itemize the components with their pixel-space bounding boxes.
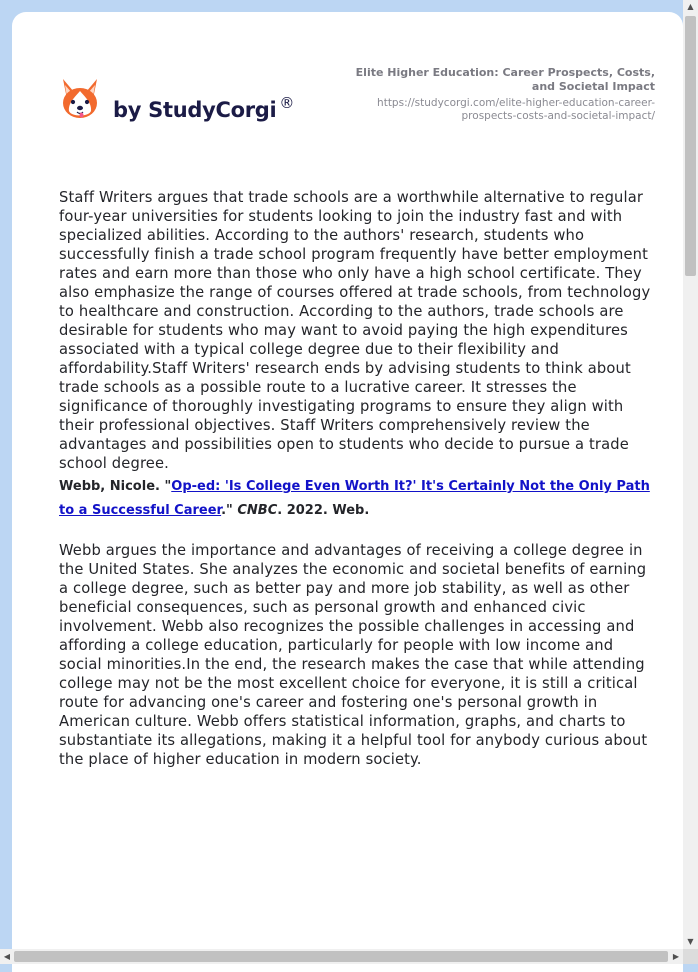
vertical-scroll-thumb[interactable] [685,16,696,276]
citation-publication: CNBC [237,503,278,518]
corgi-logo-icon [59,77,101,121]
scroll-left-icon[interactable]: ◀ [3,952,11,961]
citation-quote-close: ." [221,503,238,518]
horizontal-scroll-thumb[interactable] [14,951,668,962]
brand-name: by StudyCorgi ® [113,94,295,122]
document-header-meta [335,66,655,123]
citation-author: Webb, Nicole. " [59,479,172,494]
citation-link[interactable]: Op-ed: 'Is College Even Worth It?' It's Certainly Not the Only Path to a Successful Career [59,479,650,518]
document-page [12,12,683,972]
document-title: Elite Higher Education: Career Prospects, Costs, and Societal Impact [355,66,655,93]
vertical-scrollbar[interactable] [683,0,698,949]
document-url: https://studycorgi.com/elite-higher-education-career-prospects-costs-and-societal-impact/ [377,97,655,122]
citation-entry [59,475,659,523]
studycorgi-logo[interactable] [59,76,309,136]
scroll-up-icon[interactable]: ▲ [687,2,694,11]
citation-tail: . 2022. Web. [277,503,370,518]
registered-mark: ® [279,94,295,112]
document-content [59,188,659,769]
scrollbar-corner [683,949,698,964]
scroll-right-icon[interactable]: ▶ [672,952,680,961]
horizontal-scrollbar[interactable] [0,949,683,964]
annotation-paragraph-2: Webb argues the importance and advantages of receiving a college degree in the United States. She analyzes the economic and societal benefits of earning a college degree, such as better pay and more job stability, as well as other beneficial consequences, such as personal growth and enhanced civic involvement. Webb also recognizes the possible challenges in accessing and affording a college education, particularly for people with low income and social minorities.In the end, the research makes the case that while attending college may not be the most excellent choice for everyone, it is still a critical route for advancing one's career and fostering one's personal growth in American culture. Webb offers statistical information, graphs, and charts to substantiate its allegations, making it a helpful tool for anybody curious about the place of higher education in modern society. [59,542,648,768]
scroll-down-icon[interactable]: ▼ [687,937,694,946]
annotation-paragraph-1: Staff Writers argues that trade schools are a worthwhile alternative to regular four-year universities for students looking to join the industry fast and with specialized abilities. According to the authors' research, students who successfully finish a trade school program frequently have better employment rates and earn more than those who only have a high school certificate. They also emphasize the range of courses offered at trade schools, from technology to healthcare and construction. According to the authors, trade schools are desirable for students who may want to avoid paying the high expenditures associated with a typical college degree due to their flexibility and affordability.Staff Writers' research ends by advising students to think about trade schools as a possible route to a lucrative career. It stresses the significance of thoroughly investigating programs to ensure they align with their professional objectives. Staff Writers comprehensively review the advantages and possibilities open to students who decide to pursue a trade school degree. [59,189,651,472]
